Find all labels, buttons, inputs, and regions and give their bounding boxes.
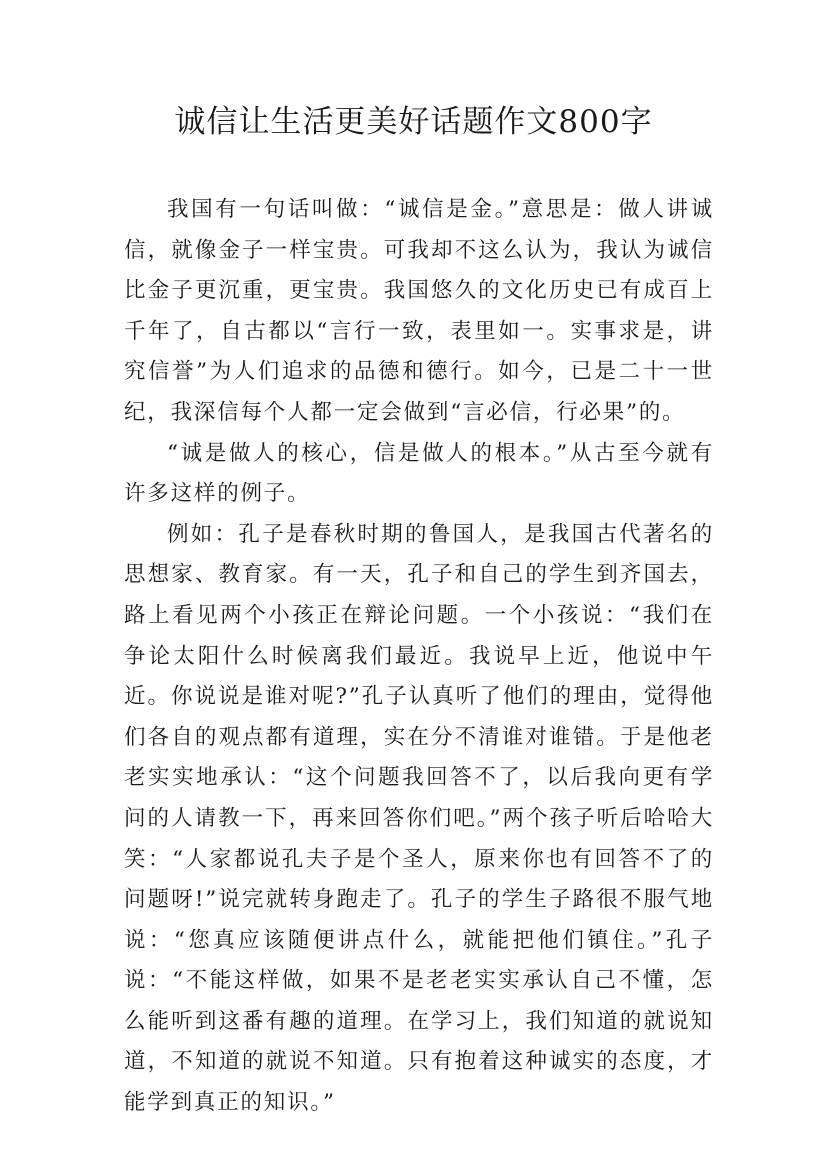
document-body bbox=[124, 190, 714, 1124]
paragraph-1: 我国有一句话叫做：“诚信是金。”意思是：做人讲诚信，就像金子一样宝贵。可我却不这么认为，我认为诚信比金子更沉重，更宝贵。我国悠久的文化历史已有成百上千年了，自古都以“言行一致，表里如一。实事求是，讲究信誉”为人们追求的品德和德行。如今，已是二十一世纪，我深信每个人都一定会做到“言必信，行必果”的。 bbox=[124, 197, 714, 425]
paragraph-3: 例如：孔子是春秋时期的鲁国人，是我国古代著名的思想家、教育家。有一天，孔子和自己的学生到齐国去，路上看见两个小孩正在辩论问题。一个小孩说：“我们在争论太阳什么时候离我们最近。我说早上近，他说中午近。你说说是谁对呢?”孔子认真听了他们的理由，觉得他们各自的观点都有道理，实在分不清谁对谁错。于是他老老实实地承认：“这个问题我回答不了，以后我向更有学问的人请教一下，再来回答你们吧。”两个孩子听后哈哈大笑：“人家都说孔夫子是个圣人，原来你也有回答不了的问题呀!”说完就转身跑走了。孔子的学生子路很不服气地说：“您真应该随便讲点什么，就能把他们镇住。”孔子说：“不能这样做，如果不是老老实实承认自己不懂，怎么能听到这番有趣的道理。在学习上，我们知道的就说知道，不知道的就说不知道。只有抱着这种诚实的态度，才能学到真正的知识。” bbox=[124, 521, 714, 1116]
paragraph-2: “诚是做人的核心，信是做人的根本。”从古至今就有许多这样的例子。 bbox=[124, 440, 714, 507]
document-title: 诚信让生活更美好话题作文800字 bbox=[174, 104, 653, 140]
